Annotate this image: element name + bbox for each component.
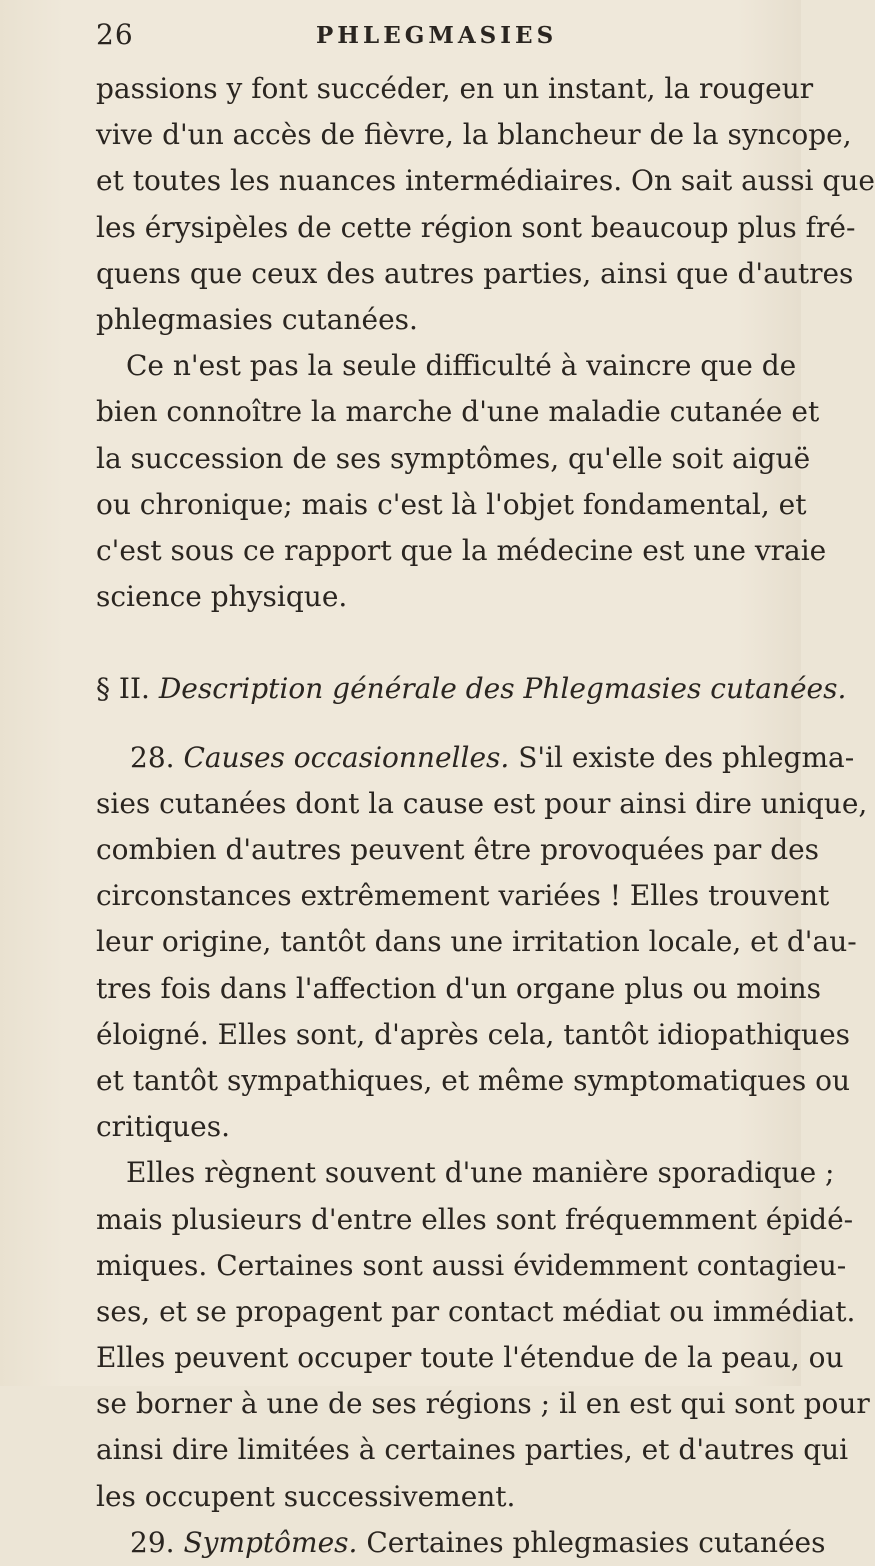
running-title: PHLEGMASIES: [316, 22, 558, 49]
spacer: [96, 620, 796, 666]
paragraph-number: 28.: [130, 740, 175, 774]
paragraph-first-line: S'il existe des phlegma-: [518, 740, 855, 774]
page-number: 26: [96, 18, 134, 51]
numbered-paragraph-start: [96, 1520, 826, 1566]
text-line: bien connoître la marche d'une maladie cutanée et: [96, 395, 820, 429]
text-line: et tantôt sympathiques, et même symptomatiques ou: [96, 1063, 851, 1097]
text-line: phlegmasies cutanées.: [96, 302, 418, 336]
section-mark: § II.: [96, 672, 150, 706]
spacer: [96, 713, 796, 735]
text-line: c'est sous ce rapport que la médecine est une vraie: [96, 533, 827, 567]
section-heading: [96, 666, 847, 712]
paragraph-number: 29.: [130, 1525, 175, 1559]
paragraph-heading: Symptômes.: [183, 1525, 358, 1559]
body-text: [96, 66, 875, 1566]
text-line: les occupent successivement.: [96, 1479, 516, 1513]
text-line: ou chronique; mais c'est là l'objet fondamental, et: [96, 487, 807, 521]
text-line: ses, et se propagent par contact médiat ou immédiat.: [96, 1294, 856, 1328]
text-line: science physique.: [96, 580, 348, 614]
text-line: leur origine, tantôt dans une irritation locale, et d'au-: [96, 925, 857, 959]
text-line: et toutes les nuances intermédiaires. On sait aussi que: [96, 164, 875, 198]
text-line: circonstances extrêmement variées ! Elles trouvent: [96, 879, 830, 913]
text-line: Elles peuvent occuper toute l'étendue de la peau, ou: [96, 1341, 844, 1375]
text-line: mais plusieurs d'entre elles sont fréquemment épidé-: [96, 1202, 854, 1236]
text-line: sies cutanées dont la cause est pour ainsi dire unique,: [96, 786, 868, 820]
text-line: les érysipèles de cette région sont beaucoup plus fré-: [96, 210, 856, 244]
paragraph-first-line: Certaines phlegmasies cutanées: [366, 1525, 826, 1559]
text-line: se borner à une de ses régions ; il en est qui sont pour: [96, 1387, 870, 1421]
text-line: combien d'autres peuvent être provoquées par des: [96, 833, 820, 866]
text-line: critiques.: [96, 1110, 231, 1144]
running-head: [96, 18, 796, 52]
section-title: Description générale des Phlegmasies cutanées.: [158, 672, 847, 706]
text-line: Elles règnent souvent d'une manière sporadique ;: [126, 1156, 835, 1190]
text-line: quens que ceux des autres parties, ainsi que d'autres: [96, 256, 854, 290]
text-line: vive d'un accès de fièvre, la blancheur de la syncope,: [96, 118, 852, 152]
paragraph-heading: Causes occasionnelles.: [183, 740, 510, 774]
text-line: ainsi dire limitées à certaines parties, et d'autres qui: [96, 1433, 849, 1467]
text-line: la succession de ses symptômes, qu'elle soit aiguë: [96, 441, 811, 475]
text-line: miques. Certaines sont aussi évidemment contagieu-: [96, 1248, 847, 1282]
text-line: éloigné. Elles sont, d'après cela, tantôt idiopathiques: [96, 1017, 851, 1051]
text-line: passions y font succéder, en un instant, la rougeur: [96, 72, 814, 105]
text-line: Ce n'est pas la seule difficulté à vaincre que de: [126, 349, 797, 383]
numbered-paragraph-start: [96, 735, 855, 781]
text-line: tres fois dans l'affection d'un organe plus ou moins: [96, 971, 822, 1005]
